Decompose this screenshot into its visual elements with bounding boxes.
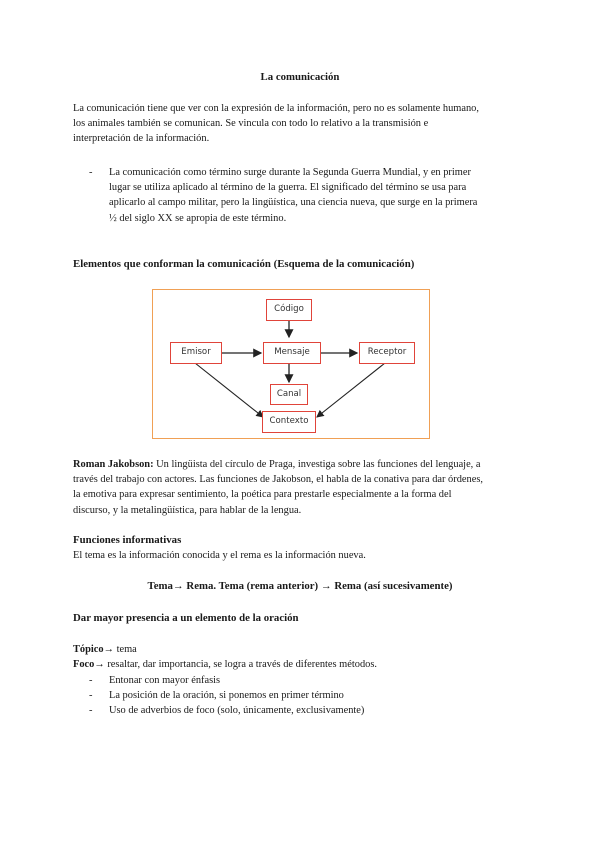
intro-line-3: interpretación de la información. [73,133,210,145]
jakobson-paragraph [73,457,528,518]
bullet-dash: - [89,705,93,716]
topico-label: Tópico→ [73,644,114,655]
foco-text: resaltar, dar importancia, se logra a través de diferentes métodos. [104,659,377,670]
bullet-dash: - [89,690,93,701]
mensaje-label: Mensaje [274,347,310,357]
receptor-label: Receptor [367,347,407,357]
bullet-dash: - [89,167,93,178]
emisor-label: Emisor [181,347,211,357]
bullet-text [109,165,528,226]
mensaje-node [263,342,321,364]
jakobson-line-4: discurso, y la metalingüística, para hablar de la lengua. [73,504,302,516]
bullet-line-4: ½ del siglo XX se apropia de este término. [109,212,287,224]
contexto-node [262,411,316,433]
funciones-heading: Funciones informativas [73,534,182,546]
bullet-dash: - [89,675,93,686]
topico-line [73,642,528,657]
bullet-line-3: aplicarlo al campo militar, pero la lingüística, una ciencia nueva, que surge en la primera [109,197,478,209]
codigo-node [266,299,312,321]
intro-paragraph [73,101,528,147]
codigo-label: Código [274,304,304,314]
funciones-text: El tema es la información conocida y el rema es la información nueva. [73,550,366,561]
intro-line-1: La comunicación tiene que ver con la expresión de la información, pero no es solamente humano, [73,103,479,114]
foco-item-text: La posición de la oración, si ponemos en primer término [109,690,344,701]
receptor-node [359,342,415,364]
jakobson-line-3: la emotiva para expresar sentimiento, la poética para prestarle especialmente a la forma del [73,489,452,501]
bullet-line-2: lugar se utiliza aplicado al término de la guerra. El significado del término se usa para [109,182,467,194]
tema-rema-line: Tema→ Rema. Tema (rema anterior) → Rema (así sucesivamente) [147,580,453,592]
communication-diagram [152,289,430,439]
bullet-line-1: La comunicación como término surge durante la Segunda Guerra Mundial, y en primer [109,167,471,178]
canal-node [270,384,308,405]
intro-line-2: los animales también se comunican. Se vincula con todo lo relativo a la transmisión e [73,118,429,130]
contexto-label: Contexto [269,416,309,426]
receptor-to-contexto-arrow [317,363,385,417]
canal-label: Canal [276,389,302,399]
jakobson-name: Roman Jakobson: [73,459,154,470]
foco-line [73,657,528,672]
jakobson-line-2: través del trabajo con actores. Las funciones de Jakobson, el habla de la conativa para dar órdenes, [73,474,483,486]
document-title: La comunicación [260,71,340,83]
foco-item-text: Uso de adverbios de foco (solo, únicamente, exclusivamente) [109,705,365,716]
topico-text: tema [114,644,137,655]
emisor-to-contexto-arrow [195,363,263,417]
presencia-heading: Dar mayor presencia a un elemento de la oración [73,612,299,624]
foco-item-text: Entonar con mayor énfasis [109,675,221,686]
jakobson-line-1: Un lingüista del círculo de Praga, investiga sobre las funciones del lenguaje, a [153,459,481,470]
elements-heading: Elementos que conforman la comunicación (Esquema de la comunicación) [73,258,415,270]
emisor-node [170,342,222,364]
foco-label: Foco→ [73,659,105,670]
